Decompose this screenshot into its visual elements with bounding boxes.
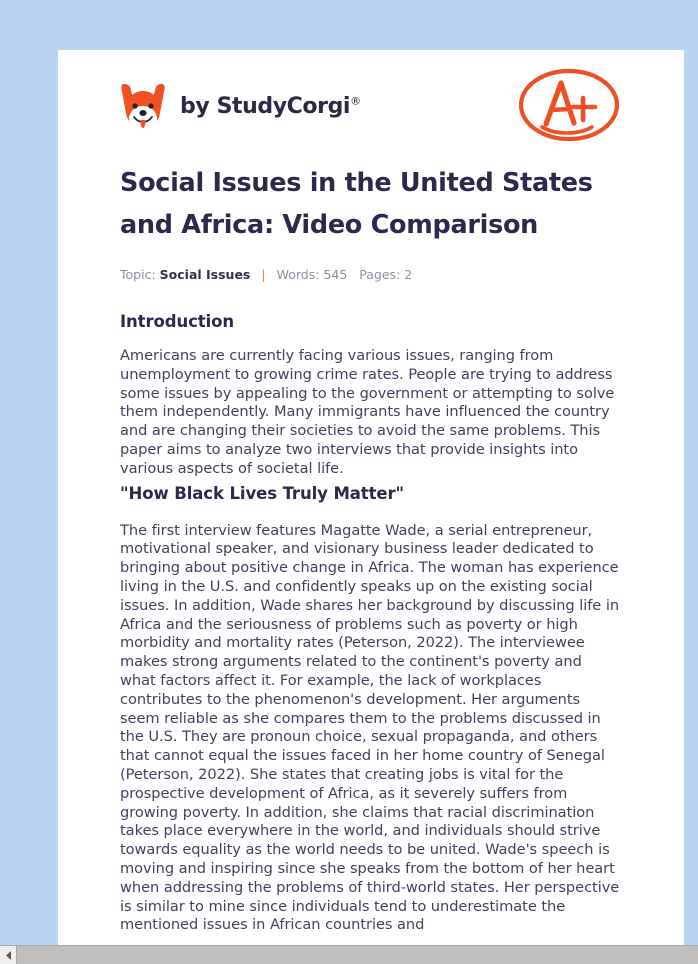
scrollbar-thumb[interactable] <box>17 946 698 964</box>
chevron-left-icon <box>5 951 12 960</box>
document-meta <box>120 267 622 282</box>
paragraph-introduction: Americans are currently facing various issues, ranging from unemployment to growing crime rates. People are trying to address some issues by appealing to the government or attempting to solve them independently. Many immigrants have influenced the country and are changing their societies to avoid the same problems. This paper aims to analyze two interviews that provide insights into various aspects of societal life. <box>120 347 615 477</box>
studycorgi-brand[interactable] <box>120 81 361 131</box>
document-header <box>58 50 684 162</box>
topic-value[interactable]: Social Issues <box>159 267 251 282</box>
brand-wordmark <box>180 94 361 119</box>
document-body <box>58 162 684 935</box>
brand-prefix: by <box>180 93 217 119</box>
section-heading-introduction: Introduction <box>120 312 235 331</box>
a-plus-grade-icon <box>516 65 622 147</box>
scrollbar-track[interactable] <box>17 946 698 964</box>
brand-name: StudyCorgi <box>216 93 351 119</box>
page-count: Pages: 2 <box>359 267 413 282</box>
page-title: Social Issues in the United States and Africa: Video Comparison <box>120 168 593 240</box>
section-heading-how-black-lives-truly-matter: "How Black Lives Truly Matter" <box>120 483 405 503</box>
registered-trademark-icon: ® <box>350 94 361 108</box>
document-page <box>58 50 684 945</box>
meta-separator: | <box>261 267 266 282</box>
topic-label: Topic: <box>120 267 156 282</box>
word-count: Words: 545 <box>276 267 348 282</box>
scroll-left-button[interactable] <box>0 946 17 964</box>
horizontal-scrollbar[interactable] <box>0 945 698 964</box>
corgi-mascot-icon <box>120 81 166 131</box>
paragraph-first-interview: The first interview features Magatte Wade, a serial entrepreneur, motivational speaker, and visionary business leader dedicated to bringing about positive change in Africa. The woman has experience living in the U.S. and confidently speaks up on the existing social issues. In addition, Wade shares her background by discussing life in Africa and the seriousness of problems such as poverty or high morbidity and mortality rates (Peterson, 2022). The interviewee makes strong arguments related to the continent's poverty and what factors affect it. For example, the lack of workplaces contributes to the phenomenon's development. Her arguments seem reliable as she compares them to the problems discussed in the U.S. They are pronoun choice, sexual propaganda, and others that cannot equal the issues faced in her home country of Senegal (Peterson, 2022). She states that creating jobs is vital for the prospective development of Africa, as it severely suffers from growing poverty. In addition, she claims that racial discrimination takes place everywhere in the world, and individuals should strive towards equality as the world needs to be united. Wade's speech is moving and inspiring since she speaks from the bottom of her heart when addressing the problems of third-world states. Her perspective is similar to mine since individuals tend to underestimate the mentioned issues in African countries and <box>120 521 620 934</box>
